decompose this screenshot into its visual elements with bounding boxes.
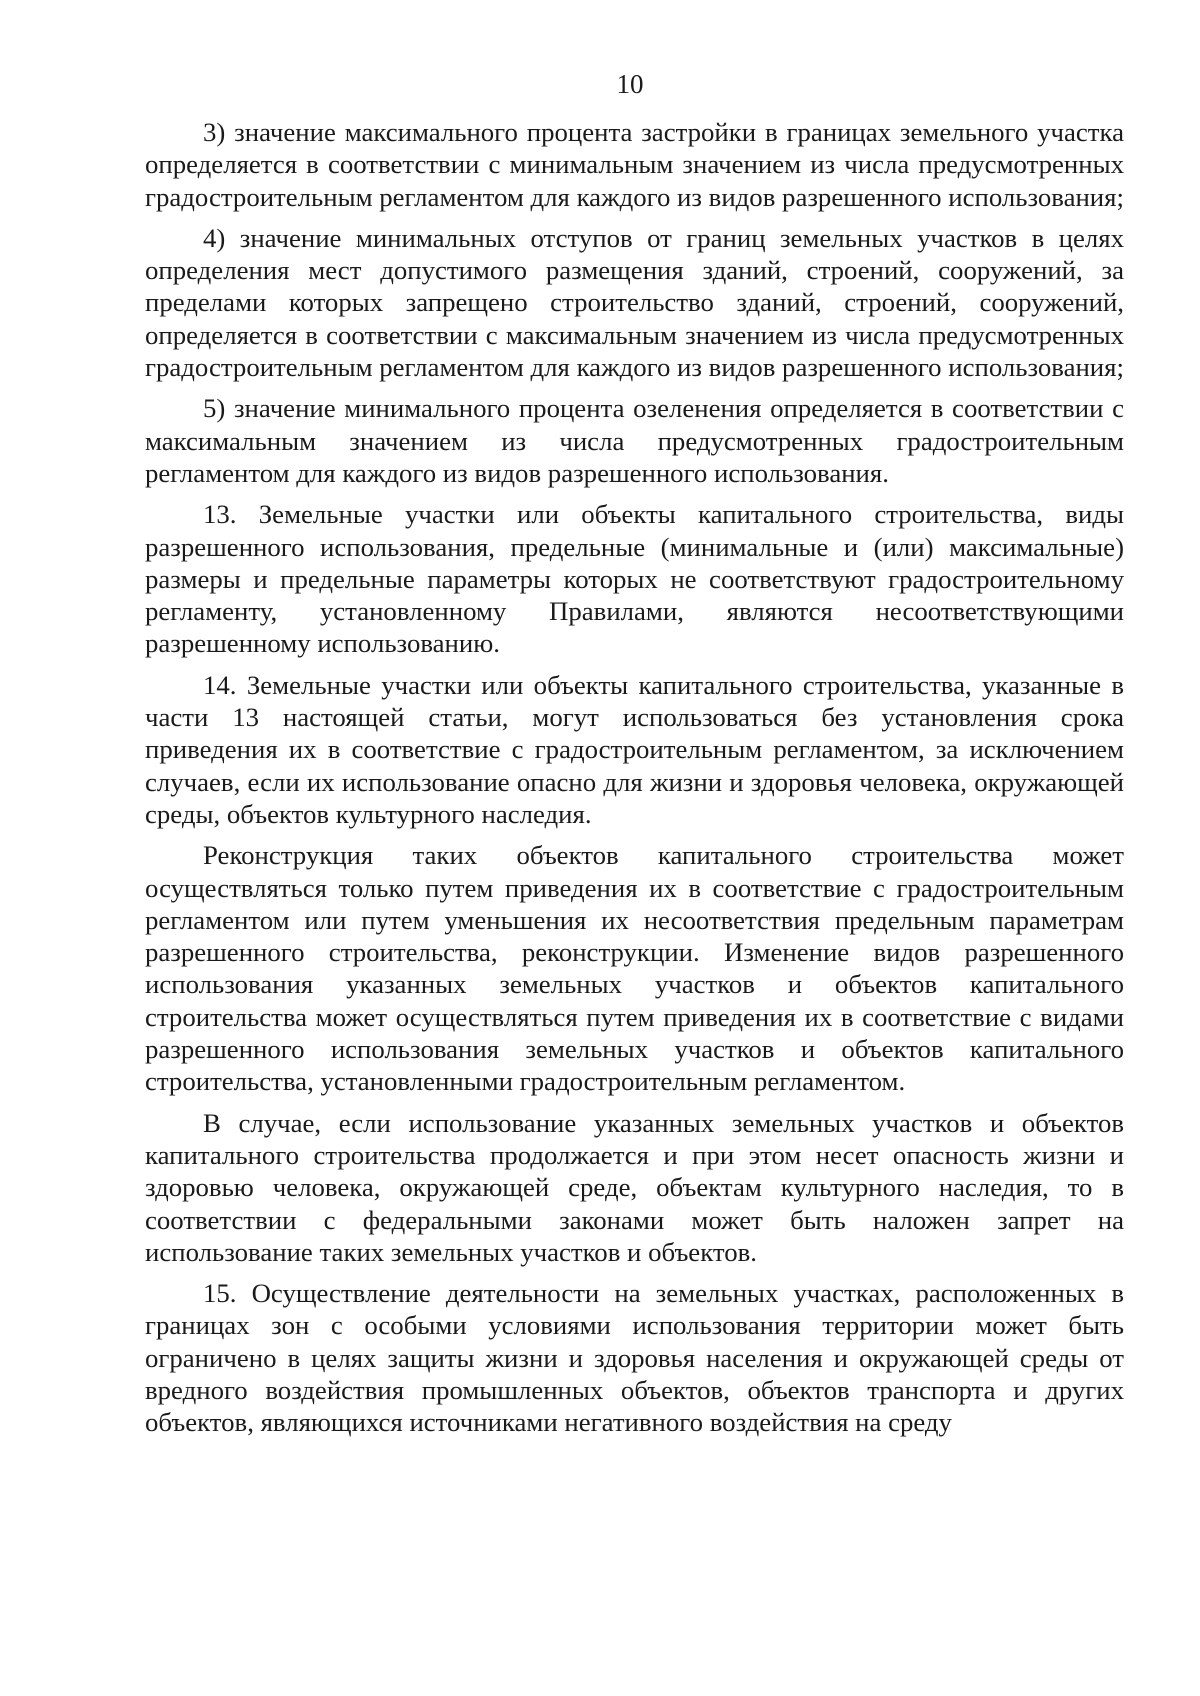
document-body [145, 116, 1124, 1448]
paragraph-section-15: 15. Осуществление деятельности на земельных участках, расположенных в границах зон с особыми условиями использования территории может быть ограничено в целях защиты жизни и здоровья населения и окружающей среды от вредного воздействия промышленных объектов, объектов транспорта и других объектов, являющихся источниками негативного воздействия на среду [145, 1278, 1124, 1438]
paragraph-section-13: 13. Земельные участки или объекты капитального строительства, виды разрешенного использования, предельные (минимальные и (или) максимальные) размеры и предельные параметры которых не соответствуют градостроительному регламенту, установленному Правилами, являются несоответствующими разрешенному использованию. [145, 499, 1124, 659]
paragraph-section-14: 14. Земельные участки или объекты капитального строительства, указанные в части 13 настоящей статьи, могут использоваться без установления срока приведения их в соответствие с градостроительным регламентом, за исключением случаев, если их использование опасно для жизни и здоровья человека, окружающей среды, объектов культурного наследия. [145, 669, 1124, 829]
paragraph-prohibition: В случае, если использование указанных земельных участков и объектов капитального строительства продолжается и при этом несет опасность жизни и здоровью человека, окружающей среде, объектам культурного наследия, то в соответствии с федеральными законами может быть наложен запрет на использование таких земельных участков и объектов. [145, 1107, 1124, 1267]
paragraph-reconstruction: Реконструкция таких объектов капитального строительства может осуществляться только путем приведения их в соответствие с градостроительным регламентом или путем уменьшения их несоответствия предельным параметрам разрешенного строительства, реконструкции. Изменение видов разрешенного использования указанных земельных участков и объектов капитального строительства может осуществляться путем приведения их в соответствие с видами разрешенного использования земельных участков и объектов капитального строительства, установленными градостроительным регламентом. [145, 840, 1124, 1097]
page-number: 10 [616, 69, 644, 99]
paragraph-item-5: 5) значение минимального процента озеленения определяется в соответствии с максимальным значением из числа предусмотренных градостроительным регламентом для каждого из видов разрешенного использования. [145, 393, 1124, 488]
paragraph-item-3: 3) значение максимального процента застройки в границах земельного участка определяется в соответствии с минимальным значением из числа предусмотренных градостроительным регламентом для каждого из видов разрешенного использования; [145, 117, 1124, 212]
paragraph-item-4: 4) значение минимальных отступов от границ земельных участков в целях определения мест допустимого размещения зданий, строений, сооружений, за пределами которых запрещено строительство зданий, строений, сооружений, определяется в соответствии с максимальным значением из числа предусмотренных градостроительным регламентом для каждого из видов разрешенного использования; [145, 222, 1124, 383]
